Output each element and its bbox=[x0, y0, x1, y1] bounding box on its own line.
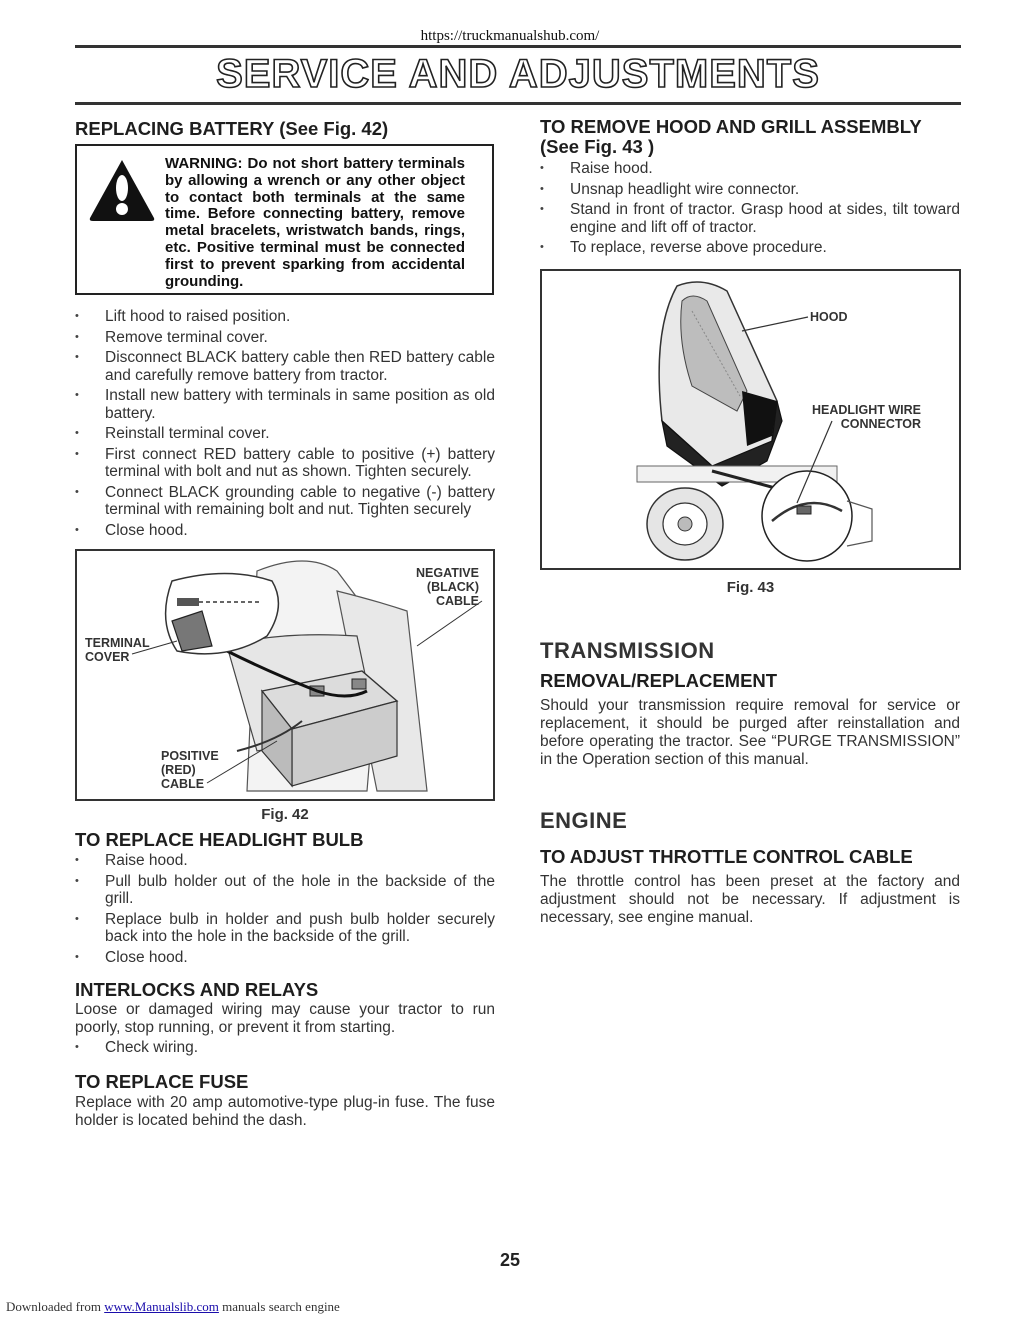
footer: Downloaded from www.Manualslib.com manuals search engine bbox=[6, 1299, 340, 1314]
list-item: • Close hood. bbox=[75, 522, 495, 540]
page-number: 25 bbox=[499, 1250, 521, 1270]
list-item: • Disconnect BLACK battery cable then RED battery cable and carefully remove battery from tractor. bbox=[75, 349, 495, 384]
hood-label: HOOD bbox=[810, 310, 848, 324]
top-rule bbox=[75, 45, 961, 48]
fuse-heading: TO REPLACE FUSE bbox=[75, 1071, 249, 1092]
manualslib-link[interactable]: www.Manualslib.com bbox=[104, 1299, 219, 1314]
battery-steps bbox=[75, 308, 495, 542]
list-item: • Connect BLACK grounding cable to negative (-) battery terminal with remaining bolt and nut. Tighten securely bbox=[75, 484, 495, 519]
list-item: • Lift hood to raised position. bbox=[75, 308, 495, 326]
list-item: • Reinstall terminal cover. bbox=[75, 425, 495, 443]
engine-text: The throttle control has been preset at the factory and adjustment should not be necessary. If adjustment is necessary, see engine manual. bbox=[540, 873, 960, 926]
headlight-wire-label: HEADLIGHT WIRE CONNECTOR bbox=[812, 403, 922, 431]
list-item: • Raise hood. bbox=[75, 852, 495, 870]
interlocks-heading: INTERLOCKS AND RELAYS bbox=[75, 979, 319, 1000]
title-rule bbox=[75, 102, 961, 105]
positive-cable-label: POSITIVE (RED) CABLE bbox=[161, 749, 219, 791]
list-item: • To replace, reverse above procedure. bbox=[540, 239, 960, 257]
list-item: • Install new battery with terminals in same position as old battery. bbox=[75, 387, 495, 422]
interlocks-text: Loose or damaged wiring may cause your tractor to run poorly, stop running, or prevent it from starting. bbox=[75, 1001, 495, 1036]
transmission-heading: TRANSMISSION bbox=[540, 638, 715, 663]
fig42-caption: Fig. 42 bbox=[261, 806, 309, 823]
battery-heading: REPLACING BATTERY (See Fig. 42) bbox=[75, 118, 389, 139]
figure-42 bbox=[75, 549, 495, 801]
list-item: • First connect RED battery cable to positive (+) battery terminal with bolt and nut as shown. Tighten securely. bbox=[75, 446, 495, 481]
terminal-cover-label: TERMINAL COVER bbox=[85, 636, 150, 664]
hood-heading: TO REMOVE HOOD AND GRILL ASSEMBLY (See Fig. 43 ) bbox=[540, 116, 922, 157]
hood-steps bbox=[540, 160, 960, 260]
headlight-steps bbox=[75, 852, 495, 969]
warning-text: WARNING: Do not short battery terminals by allowing a wrench or any other object to contact both terminals at the same time. Before connecting battery, remove metal bracelets, wristwatch bands, rings, etc. Positive terminal must be connected first to prevent sparking from accidental grounding. bbox=[165, 155, 465, 290]
list-item: • Remove terminal cover. bbox=[75, 329, 495, 347]
page-title: SERVICE AND ADJUSTMENTS bbox=[216, 52, 820, 96]
list-item: • Stand in front of tractor. Grasp hood at sides, tilt toward engine and lift off of tractor. bbox=[540, 201, 960, 236]
negative-cable-label: NEGATIVE (BLACK) CABLE bbox=[416, 566, 479, 608]
fuse-text: Replace with 20 amp automotive-type plug-in fuse. The fuse holder is located behind the dash. bbox=[75, 1094, 495, 1129]
fig43-caption: Fig. 43 bbox=[726, 579, 775, 596]
list-item: • Unsnap headlight wire connector. bbox=[540, 181, 960, 199]
list-item: • Close hood. bbox=[75, 949, 495, 967]
engine-subheading: TO ADJUST THROTTLE CONTROL CABLE bbox=[540, 846, 913, 867]
figure-43 bbox=[540, 269, 961, 570]
transmission-subheading: REMOVAL/REPLACEMENT bbox=[540, 670, 778, 691]
headlight-heading: TO REPLACE HEADLIGHT BULB bbox=[75, 829, 364, 850]
transmission-text: Should your transmission require removal for service or replacement, it should be purged after reinstallation and before operating the tractor. See “PURGE TRANSMISSION” in the Operation section of this manual. bbox=[540, 697, 960, 768]
interlocks-steps bbox=[75, 1039, 495, 1060]
list-item: • Check wiring. bbox=[75, 1039, 495, 1057]
warning-icon bbox=[88, 158, 156, 222]
list-item: • Raise hood. bbox=[540, 160, 960, 178]
source-url: https://truckmanualshub.com/ bbox=[420, 28, 600, 44]
list-item: • Pull bulb holder out of the hole in the backside of the grill. bbox=[75, 873, 495, 908]
engine-heading: ENGINE bbox=[540, 808, 628, 833]
list-item: • Replace bulb in holder and push bulb holder securely back into the hole in the backside of the grill. bbox=[75, 911, 495, 946]
